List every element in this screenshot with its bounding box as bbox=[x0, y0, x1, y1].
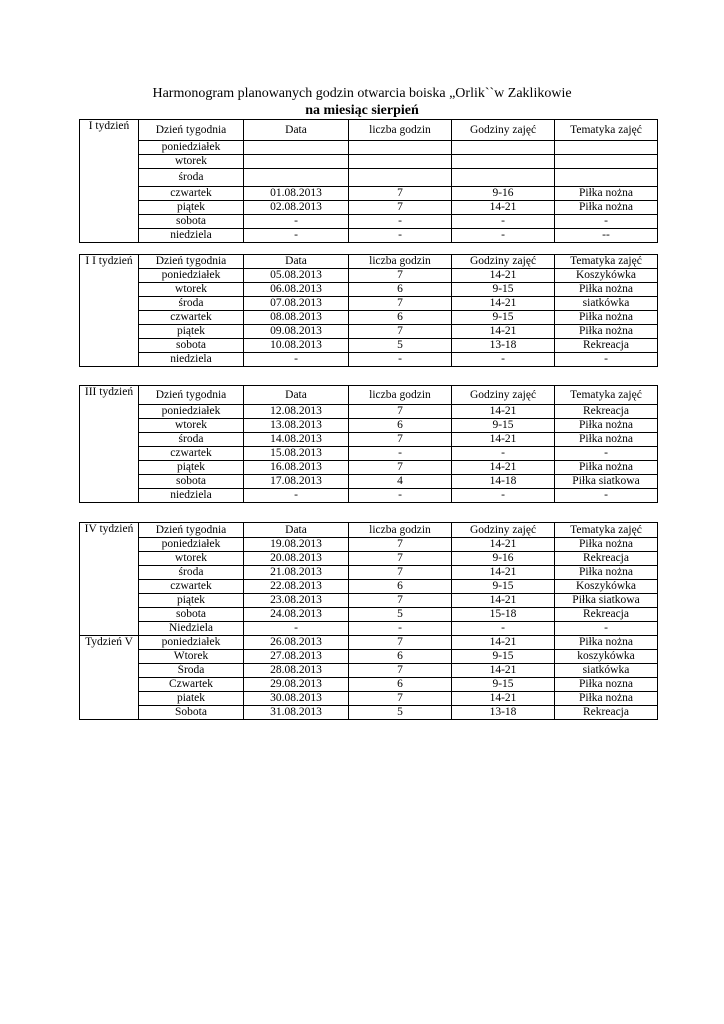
activity-cell: - bbox=[555, 215, 658, 229]
hours-count-cell: 7 bbox=[349, 636, 452, 650]
date-cell: 28.08.2013 bbox=[244, 664, 349, 678]
activity-cell: Piłka nożna bbox=[555, 283, 658, 297]
hours-count-cell: 7 bbox=[349, 552, 452, 566]
activity-cell: Piłka nozna bbox=[555, 678, 658, 692]
hours-count-cell: 7 bbox=[349, 297, 452, 311]
activity-cell: -- bbox=[555, 229, 658, 243]
hours-count-cell: 5 bbox=[349, 608, 452, 622]
activity-cell: siatkówka bbox=[555, 664, 658, 678]
table-row bbox=[80, 419, 658, 433]
time-range-cell: 9-16 bbox=[452, 552, 555, 566]
table-row bbox=[80, 538, 658, 552]
activity-cell: Piłka nożna bbox=[555, 433, 658, 447]
activity-cell: Piłka nożna bbox=[555, 201, 658, 215]
activity-cell: Piłka nożna bbox=[555, 538, 658, 552]
activity-cell: Piłka nożna bbox=[555, 692, 658, 706]
hours-count-cell: - bbox=[349, 353, 452, 367]
hours-count-cell: 5 bbox=[349, 339, 452, 353]
date-cell: - bbox=[244, 229, 349, 243]
table-row bbox=[80, 433, 658, 447]
table-row bbox=[80, 664, 658, 678]
time-range-cell: 14-21 bbox=[452, 325, 555, 339]
time-range-cell: - bbox=[452, 229, 555, 243]
week-label: I tydzień bbox=[80, 120, 139, 243]
column-header: liczba godzin bbox=[349, 120, 452, 141]
activity-cell: koszykówka bbox=[555, 650, 658, 664]
activity-cell bbox=[555, 169, 658, 187]
table-row bbox=[80, 692, 658, 706]
date-cell: 02.08.2013 bbox=[244, 201, 349, 215]
column-header: liczba godzin bbox=[349, 523, 452, 538]
hours-count-cell: - bbox=[349, 622, 452, 636]
hours-count-cell: 7 bbox=[349, 405, 452, 419]
hours-count-cell: 5 bbox=[349, 706, 452, 720]
table-row bbox=[80, 489, 658, 503]
column-header: Tematyka zajęć bbox=[555, 120, 658, 141]
column-header: Data bbox=[244, 386, 349, 405]
time-range-cell: 13-18 bbox=[452, 339, 555, 353]
date-cell bbox=[244, 141, 349, 155]
hours-count-cell: 6 bbox=[349, 580, 452, 594]
time-range-cell: - bbox=[452, 447, 555, 461]
day-cell: Sobota bbox=[139, 706, 244, 720]
column-header: Godziny zajęć bbox=[452, 386, 555, 405]
hours-count-cell: 7 bbox=[349, 692, 452, 706]
time-range-cell: 14-21 bbox=[452, 201, 555, 215]
time-range-cell: 14-21 bbox=[452, 405, 555, 419]
day-cell: sobota bbox=[139, 608, 244, 622]
activity-cell: - bbox=[555, 622, 658, 636]
table-row bbox=[80, 155, 658, 169]
week-table bbox=[79, 522, 658, 720]
table-row bbox=[80, 706, 658, 720]
day-cell: Niedziela bbox=[139, 622, 244, 636]
date-cell: 19.08.2013 bbox=[244, 538, 349, 552]
header-row bbox=[80, 523, 658, 538]
day-cell: czwartek bbox=[139, 447, 244, 461]
week-table bbox=[79, 254, 658, 367]
time-range-cell: - bbox=[452, 622, 555, 636]
table-row bbox=[80, 566, 658, 580]
date-cell bbox=[244, 169, 349, 187]
column-header: Dzień tygodnia bbox=[139, 120, 244, 141]
time-range-cell: 9-15 bbox=[452, 311, 555, 325]
table-row bbox=[80, 339, 658, 353]
day-cell: Wtorek bbox=[139, 650, 244, 664]
date-cell: - bbox=[244, 622, 349, 636]
table-row bbox=[80, 594, 658, 608]
hours-count-cell: - bbox=[349, 215, 452, 229]
week-label: IV tydzień bbox=[80, 523, 139, 636]
hours-count-cell: 6 bbox=[349, 650, 452, 664]
activity-cell: Piłka nożna bbox=[555, 566, 658, 580]
hours-count-cell: - bbox=[349, 447, 452, 461]
table-row bbox=[80, 353, 658, 367]
time-range-cell bbox=[452, 169, 555, 187]
table-row bbox=[80, 169, 658, 187]
time-range-cell: 13-18 bbox=[452, 706, 555, 720]
hours-count-cell: 4 bbox=[349, 475, 452, 489]
table-row bbox=[80, 405, 658, 419]
time-range-cell: 15-18 bbox=[452, 608, 555, 622]
column-header: Data bbox=[244, 120, 349, 141]
hours-count-cell: - bbox=[349, 489, 452, 503]
day-cell: niedziela bbox=[139, 353, 244, 367]
activity-cell: Piłka siatkowa bbox=[555, 594, 658, 608]
time-range-cell bbox=[452, 155, 555, 169]
hours-count-cell: 7 bbox=[349, 269, 452, 283]
hours-count-cell: 7 bbox=[349, 664, 452, 678]
day-cell: poniedziałek bbox=[139, 636, 244, 650]
table-row bbox=[80, 447, 658, 461]
document-subtitle: na miesiąc sierpień bbox=[305, 103, 419, 118]
header-row bbox=[80, 120, 658, 141]
activity-cell: siatkówka bbox=[555, 297, 658, 311]
table-row bbox=[80, 636, 658, 650]
table-row bbox=[80, 141, 658, 155]
column-header: Tematyka zajęć bbox=[555, 255, 658, 269]
day-cell: czwartek bbox=[139, 311, 244, 325]
time-range-cell: 9-16 bbox=[452, 187, 555, 201]
activity-cell: Piłka nożna bbox=[555, 461, 658, 475]
date-cell: 29.08.2013 bbox=[244, 678, 349, 692]
date-cell: 05.08.2013 bbox=[244, 269, 349, 283]
activity-cell: Piłka nożna bbox=[555, 311, 658, 325]
day-cell: poniedziałek bbox=[139, 405, 244, 419]
week-label: III tydzień bbox=[80, 386, 139, 503]
day-cell: Czwartek bbox=[139, 678, 244, 692]
hours-count-cell: 6 bbox=[349, 311, 452, 325]
column-header: Godziny zajęć bbox=[452, 523, 555, 538]
table-row bbox=[80, 325, 658, 339]
week-table bbox=[79, 119, 658, 243]
date-cell: 08.08.2013 bbox=[244, 311, 349, 325]
column-header: Dzień tygodnia bbox=[139, 386, 244, 405]
activity-cell: Rekreacja bbox=[555, 552, 658, 566]
table-row bbox=[80, 608, 658, 622]
activity-cell: Rekreacja bbox=[555, 706, 658, 720]
date-cell: 24.08.2013 bbox=[244, 608, 349, 622]
time-range-cell: 14-21 bbox=[452, 461, 555, 475]
table-row bbox=[80, 678, 658, 692]
time-range-cell: 14-21 bbox=[452, 566, 555, 580]
day-cell: piatek bbox=[139, 692, 244, 706]
day-cell: czwartek bbox=[139, 580, 244, 594]
column-header: liczba godzin bbox=[349, 386, 452, 405]
hours-count-cell: 7 bbox=[349, 566, 452, 580]
day-cell: wtorek bbox=[139, 419, 244, 433]
day-cell: piątek bbox=[139, 325, 244, 339]
activity-cell: Rekreacja bbox=[555, 405, 658, 419]
activity-cell: Koszykówka bbox=[555, 580, 658, 594]
day-cell: środa bbox=[139, 566, 244, 580]
day-cell: poniedziałek bbox=[139, 269, 244, 283]
hours-count-cell: 7 bbox=[349, 461, 452, 475]
column-header: Godziny zajęć bbox=[452, 255, 555, 269]
time-range-cell: 9-15 bbox=[452, 678, 555, 692]
hours-count-cell: 7 bbox=[349, 201, 452, 215]
date-cell: 17.08.2013 bbox=[244, 475, 349, 489]
activity-cell: Rekreacja bbox=[555, 608, 658, 622]
day-cell: wtorek bbox=[139, 155, 244, 169]
column-header: Data bbox=[244, 523, 349, 538]
hours-count-cell bbox=[349, 169, 452, 187]
table-row bbox=[80, 229, 658, 243]
week-table bbox=[79, 385, 658, 503]
date-cell: 15.08.2013 bbox=[244, 447, 349, 461]
day-cell: Środa bbox=[139, 664, 244, 678]
hours-count-cell: 7 bbox=[349, 325, 452, 339]
date-cell: 31.08.2013 bbox=[244, 706, 349, 720]
column-header: Dzień tygodnia bbox=[139, 523, 244, 538]
day-cell: piątek bbox=[139, 461, 244, 475]
hours-count-cell: 6 bbox=[349, 419, 452, 433]
table-row bbox=[80, 311, 658, 325]
date-cell: 20.08.2013 bbox=[244, 552, 349, 566]
time-range-cell: 9-15 bbox=[452, 283, 555, 297]
document-title: Harmonogram planowanych godzin otwarcia boiska „Orlik``w Zaklikowie bbox=[152, 86, 572, 101]
activity-cell: Rekreacja bbox=[555, 339, 658, 353]
time-range-cell: 14-21 bbox=[452, 594, 555, 608]
hours-count-cell: 7 bbox=[349, 594, 452, 608]
date-cell: 14.08.2013 bbox=[244, 433, 349, 447]
date-cell: 22.08.2013 bbox=[244, 580, 349, 594]
week-label: I I tydzień bbox=[80, 255, 139, 367]
time-range-cell: 14-21 bbox=[452, 636, 555, 650]
hours-count-cell: 7 bbox=[349, 433, 452, 447]
hours-count-cell: 6 bbox=[349, 283, 452, 297]
time-range-cell: - bbox=[452, 489, 555, 503]
column-header: Tematyka zajęć bbox=[555, 523, 658, 538]
hours-count-cell bbox=[349, 155, 452, 169]
date-cell: 23.08.2013 bbox=[244, 594, 349, 608]
time-range-cell: 14-21 bbox=[452, 664, 555, 678]
time-range-cell: 14-21 bbox=[452, 538, 555, 552]
time-range-cell: 14-21 bbox=[452, 433, 555, 447]
hours-count-cell: - bbox=[349, 229, 452, 243]
day-cell: sobota bbox=[139, 339, 244, 353]
table-row bbox=[80, 552, 658, 566]
day-cell: czwartek bbox=[139, 187, 244, 201]
header-row bbox=[80, 255, 658, 269]
date-cell: 12.08.2013 bbox=[244, 405, 349, 419]
activity-cell: Piłka nożna bbox=[555, 419, 658, 433]
table-row bbox=[80, 187, 658, 201]
time-range-cell: - bbox=[452, 353, 555, 367]
column-header: Godziny zajęć bbox=[452, 120, 555, 141]
activity-cell: Piłka siatkowa bbox=[555, 475, 658, 489]
time-range-cell bbox=[452, 141, 555, 155]
header-row bbox=[80, 386, 658, 405]
day-cell: sobota bbox=[139, 215, 244, 229]
time-range-cell: 14-21 bbox=[452, 297, 555, 311]
date-cell: 30.08.2013 bbox=[244, 692, 349, 706]
day-cell: środa bbox=[139, 169, 244, 187]
activity-cell: - bbox=[555, 447, 658, 461]
table-row bbox=[80, 650, 658, 664]
activity-cell: - bbox=[555, 489, 658, 503]
activity-cell: Piłka nożna bbox=[555, 325, 658, 339]
time-range-cell: 14-21 bbox=[452, 269, 555, 283]
activity-cell bbox=[555, 155, 658, 169]
date-cell bbox=[244, 155, 349, 169]
activity-cell bbox=[555, 141, 658, 155]
day-cell: środa bbox=[139, 297, 244, 311]
hours-count-cell bbox=[349, 141, 452, 155]
column-header: Data bbox=[244, 255, 349, 269]
date-cell: 16.08.2013 bbox=[244, 461, 349, 475]
time-range-cell: 14-18 bbox=[452, 475, 555, 489]
day-cell: niedziela bbox=[139, 489, 244, 503]
week-label: Tydzień V bbox=[80, 636, 139, 720]
column-header: liczba godzin bbox=[349, 255, 452, 269]
hours-count-cell: 7 bbox=[349, 538, 452, 552]
day-cell: piątek bbox=[139, 594, 244, 608]
day-cell: wtorek bbox=[139, 283, 244, 297]
hours-count-cell: 7 bbox=[349, 187, 452, 201]
day-cell: sobota bbox=[139, 475, 244, 489]
table-row bbox=[80, 269, 658, 283]
day-cell: wtorek bbox=[139, 552, 244, 566]
date-cell: - bbox=[244, 353, 349, 367]
date-cell: 27.08.2013 bbox=[244, 650, 349, 664]
date-cell: - bbox=[244, 215, 349, 229]
day-cell: środa bbox=[139, 433, 244, 447]
time-range-cell: - bbox=[452, 215, 555, 229]
column-header: Tematyka zajęć bbox=[555, 386, 658, 405]
hours-count-cell: 6 bbox=[349, 678, 452, 692]
date-cell: 21.08.2013 bbox=[244, 566, 349, 580]
date-cell: 06.08.2013 bbox=[244, 283, 349, 297]
date-cell: 01.08.2013 bbox=[244, 187, 349, 201]
date-cell: 10.08.2013 bbox=[244, 339, 349, 353]
table-row bbox=[80, 215, 658, 229]
date-cell: 07.08.2013 bbox=[244, 297, 349, 311]
day-cell: niedziela bbox=[139, 229, 244, 243]
time-range-cell: 14-21 bbox=[452, 692, 555, 706]
table-row bbox=[80, 297, 658, 311]
table-row bbox=[80, 580, 658, 594]
table-row bbox=[80, 283, 658, 297]
date-cell: - bbox=[244, 489, 349, 503]
column-header: Dzień tygodnia bbox=[139, 255, 244, 269]
activity-cell: Piłka nożna bbox=[555, 636, 658, 650]
table-row bbox=[80, 461, 658, 475]
date-cell: 13.08.2013 bbox=[244, 419, 349, 433]
activity-cell: Piłka nożna bbox=[555, 187, 658, 201]
activity-cell: - bbox=[555, 353, 658, 367]
time-range-cell: 9-15 bbox=[452, 650, 555, 664]
table-row bbox=[80, 475, 658, 489]
time-range-cell: 9-15 bbox=[452, 580, 555, 594]
day-cell: poniedziałek bbox=[139, 141, 244, 155]
day-cell: poniedziałek bbox=[139, 538, 244, 552]
date-cell: 26.08.2013 bbox=[244, 636, 349, 650]
table-row bbox=[80, 622, 658, 636]
table-row bbox=[80, 201, 658, 215]
date-cell: 09.08.2013 bbox=[244, 325, 349, 339]
day-cell: piątek bbox=[139, 201, 244, 215]
time-range-cell: 9-15 bbox=[452, 419, 555, 433]
activity-cell: Koszykówka bbox=[555, 269, 658, 283]
